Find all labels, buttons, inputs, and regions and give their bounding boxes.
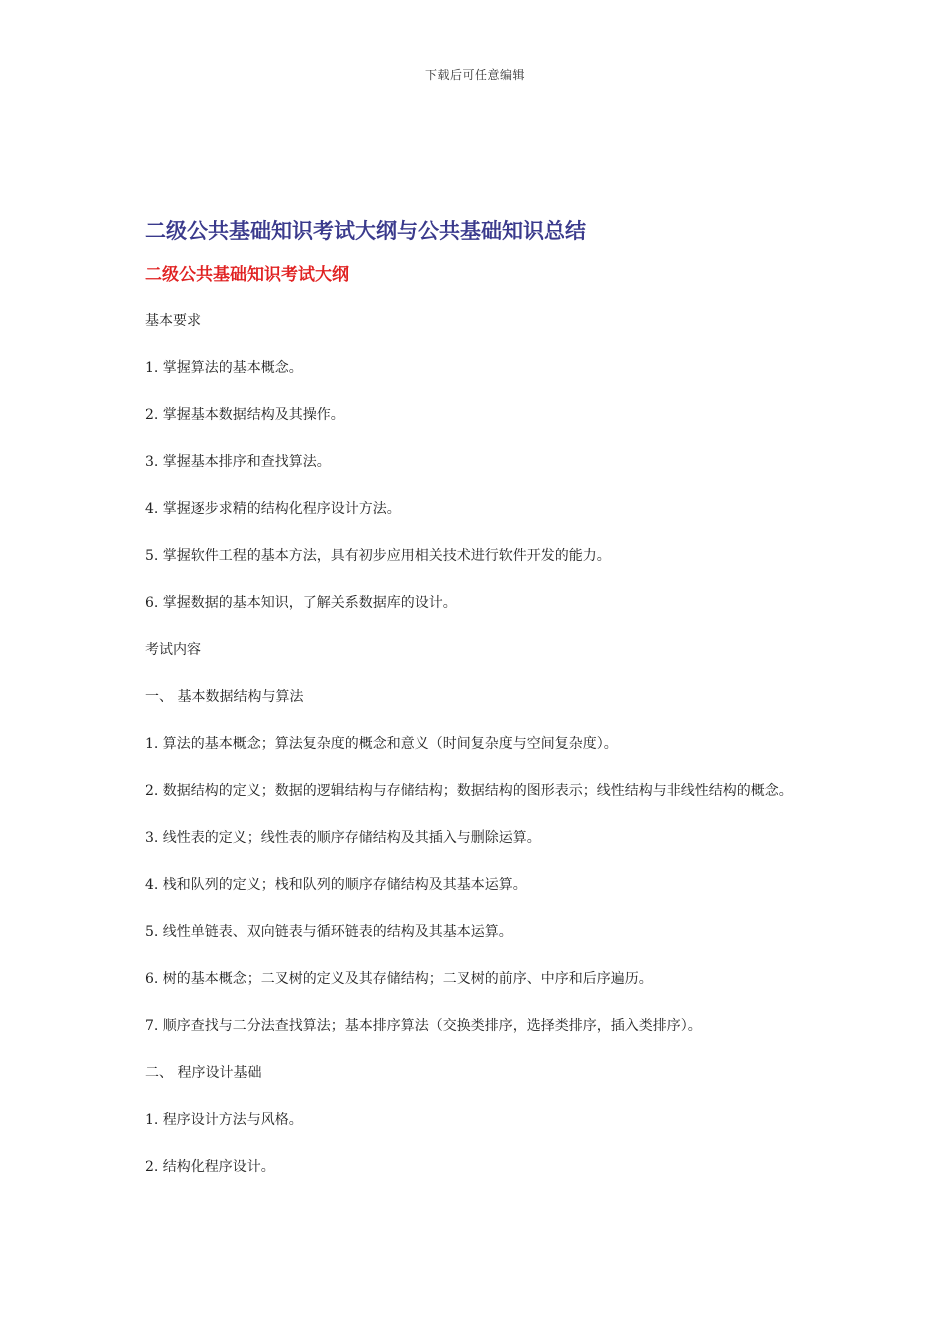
list-item: 6. 掌握数据的基本知识，了解关系数据库的设计。 xyxy=(145,595,457,611)
list-item: 7. 顺序查找与二分法查找算法；基本排序算法（交换类排序，选择类排序，插入类排序）。 xyxy=(145,1018,702,1034)
basic-requirements-list xyxy=(145,357,820,614)
basic-requirements-heading: 基本要求 xyxy=(145,313,201,329)
list-item: 6. 树的基本概念；二叉树的定义及其存储结构；二叉树的前序、中序和后序遍历。 xyxy=(145,971,653,987)
list-item: 3. 掌握基本排序和查找算法。 xyxy=(145,454,331,470)
list-item: 1. 掌握算法的基本概念。 xyxy=(145,360,303,376)
exam-content-heading: 考试内容 xyxy=(145,642,201,658)
document-subtitle: 二级公共基础知识考试大纲 xyxy=(145,265,349,285)
list-item: 4. 栈和队列的定义；栈和队列的顺序存储结构及其基本运算。 xyxy=(145,877,527,893)
list-item: 5. 线性单链表、双向链表与循环链表的结构及其基本运算。 xyxy=(145,924,513,940)
list-item: 2. 掌握基本数据结构及其操作。 xyxy=(145,407,345,423)
document-title: 二级公共基础知识考试大纲与公共基础知识总结 xyxy=(145,219,586,243)
section1-list xyxy=(145,733,820,1037)
list-item: 3. 线性表的定义；线性表的顺序存储结构及其插入与删除运算。 xyxy=(145,830,541,846)
page-header: 下载后可任意编辑 xyxy=(424,68,525,82)
list-item: 1. 程序设计方法与风格。 xyxy=(145,1112,303,1128)
list-item: 5. 掌握软件工程的基本方法，具有初步应用相关技术进行软件开发的能力。 xyxy=(145,548,611,564)
list-item: 2. 数据结构的定义；数据的逻辑结构与存储结构；数据结构的图形表示；线性结构与非线性结构的概念。 xyxy=(145,783,793,799)
section-heading: 二、 程序设计基础 xyxy=(145,1065,262,1081)
list-item: 4. 掌握逐步求精的结构化程序设计方法。 xyxy=(145,501,401,517)
list-item: 1. 算法的基本概念；算法复杂度的概念和意义（时间复杂度与空间复杂度）。 xyxy=(145,736,618,752)
section2-list xyxy=(145,1109,820,1178)
list-item: 2. 结构化程序设计。 xyxy=(145,1159,275,1175)
section-heading: 一、 基本数据结构与算法 xyxy=(145,689,304,705)
document-body xyxy=(145,216,820,1178)
